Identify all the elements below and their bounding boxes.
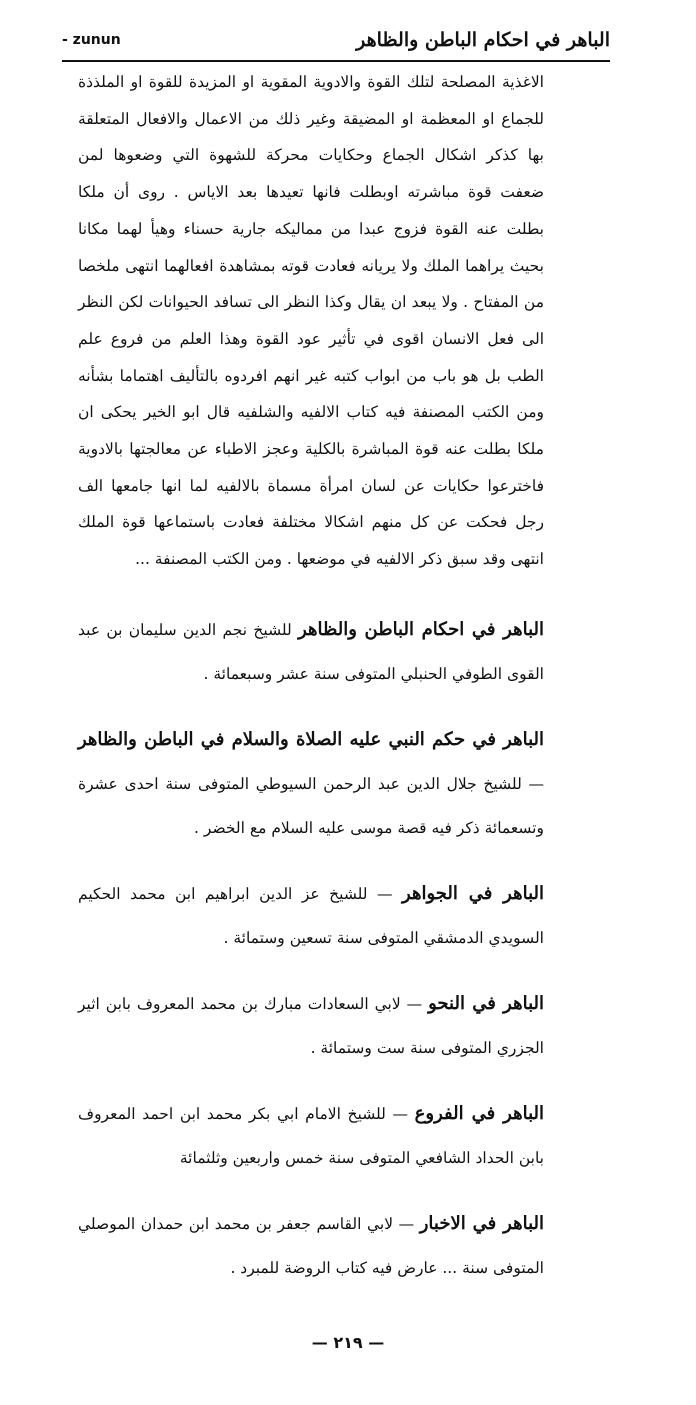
- running-header: [62, 22, 610, 58]
- entry-head: الباهر في النحو: [428, 992, 544, 1014]
- entry: [78, 718, 544, 850]
- entry: [78, 608, 544, 696]
- entry-head: الباهر في احكام الباطن والظاهر: [298, 618, 544, 640]
- intro-paragraph: الاغذية المصلحة لتلك القوة والادوية المقوية او المزيدة للقوة او الملذذة للجماع او المعظمة او المضيقة وغير ذلك من الاعمال والافعال المتعلقة بها كذكر اشكال الجماع وحكايات محركة للشهوة التي وضعوها لمن ضعفت قوة مباشرته اوبطلت فانها تعيدها بعد الاياس . روى أن ملكا بطلت عنه القوة فزوج عبدا من مماليكه جارية حسناء وهيأ لهما مكانا بحيث يراهما الملك ولا يريانه فعادت قوته بمشاهدة افعالهما انتهى ملخصا من المفتاح . ولا يبعد ان يقال وكذا النظر الى تسافد الحيوانات لكن النظر الى فعل الانسان اقوى في تأثير عود القوة وهذا العلم من فروع علم الطب بل هو باب من ابواب كتبه غير انهم افردوه بالتأليف اهتماما بشأنه ومن الكتب المصنفة فيه كتاب الالفيه والشلفيه قال ابو الخير يحكى ان ملكا بطلت عنه قوة المباشرة بالكلية وعجز الاطباء عن معالجتها بالادوية فاخترعوا حكايات عن لسان امرأة مسماة بالالفيه لما انها جامعها الف رجل فحكت عن كل منهم اشكالا مختلفة فعادت باستماعها قوة الملك انتهى وقد سبق ذكر الالفيه في موضعها . ومن الكتب المصنفة ...: [78, 73, 544, 569]
- running-title: الباهر في احكام الباطن والظاهر: [356, 29, 610, 51]
- entry-body: للشيخ نجم الدين سليمان بن عبد القوى الطوفي الحنبلي المتوفى سنة عشر وسبعمائة .: [78, 620, 544, 683]
- page-number: — ٢١٩ —: [311, 1333, 385, 1352]
- entry-body: — للشيخ جلال الدين عبد الرحمن السيوطي المتوفى سنة احدى عشرة وتسعمائة ذكر فيه قصة موسى عليه السلام مع الخضر .: [78, 774, 544, 837]
- entry-head: الباهر في الفروع: [414, 1102, 544, 1124]
- page-body: [78, 64, 544, 1290]
- entry: [78, 982, 544, 1070]
- entry-body: — لابي القاسم جعفر بن محمد ابن حمدان الموصلي المتوفى سنة ... عارض فيه كتاب الروضة للمبرد .: [78, 1214, 544, 1277]
- running-header-left: - zunun: [62, 32, 121, 48]
- entry-head: الباهر في حكم النبي عليه الصلاة والسلام في الباطن والظاهر: [78, 728, 544, 750]
- entry-body: — لابي السعادات مبارك بن محمد المعروف بابن اثير الجزري المتوفى سنة ست وستمائة .: [78, 994, 544, 1057]
- header-rule: [62, 60, 610, 62]
- entry-body: — للشيخ الامام ابي بكر محمد ابن احمد المعروف بابن الحداد الشافعي المتوفى سنة خمس واربعين وثلثمائة: [78, 1104, 544, 1167]
- entry: [78, 1092, 544, 1180]
- entry: [78, 1202, 544, 1290]
- entry-body: — للشيخ عز الدين ابراهيم ابن محمد الحكيم السويدي الدمشقي المتوفى سنة تسعين وستمائة .: [78, 884, 544, 947]
- entry-head: الباهر في الجواهر: [402, 882, 544, 904]
- entry: [78, 872, 544, 960]
- entry-head: الباهر في الاخبار: [419, 1212, 545, 1234]
